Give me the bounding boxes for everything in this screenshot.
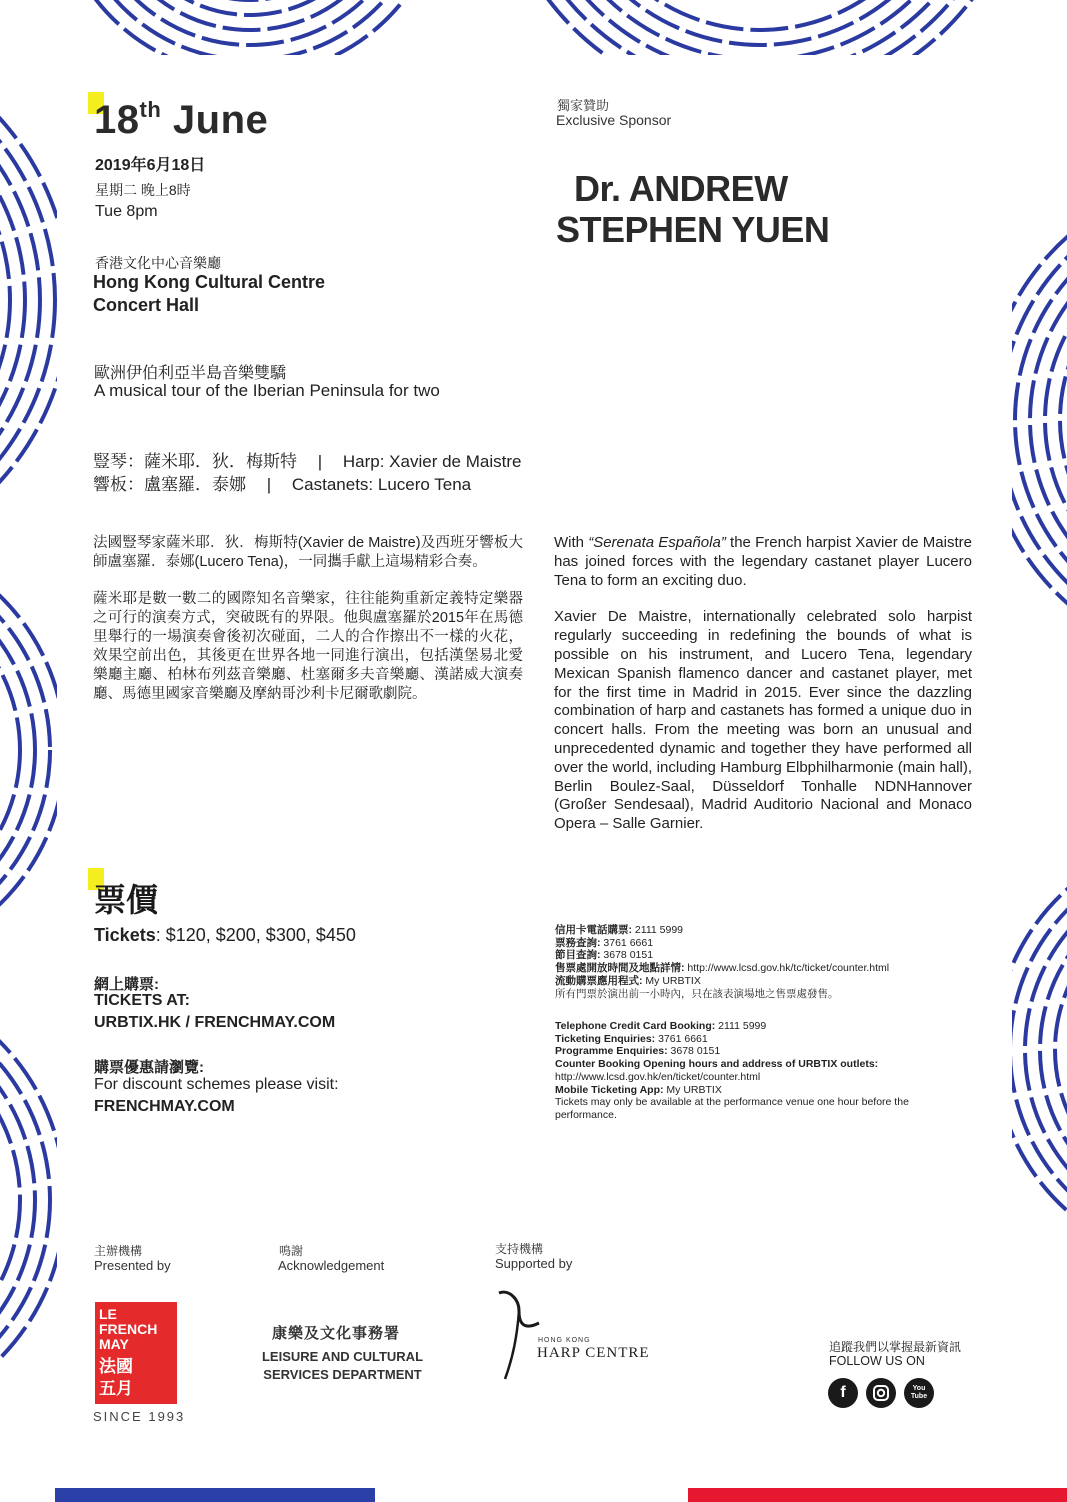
description-en <box>554 534 972 852</box>
description-zh-para-2: 薩米耶是數一數二的國際知名音樂家，往往能夠重新定義特定樂器之可行的演奏方式，突破既有的界限。他與盧塞羅於2015年在馬德里舉行的一場演奏會後初次碰面，二人的合作擦出不一樣的火花，效果空前出色，其後更在世界各地一同進行演出，包括漢堡易北愛樂廳主廳、柏林布列茲音樂廳、杜塞爾多夫音樂廳、漢諾威大演奏廳、馬德里國家音樂廳及摩納哥沙利卡尼爾歌劇院。 <box>93 591 523 702</box>
booking-en-line: Programme Enquiries: 3678 0151 <box>555 1045 721 1058</box>
booking-zh-line: 所有門票於演出前一小時內，只在該表演場地之售票處發售。 <box>555 987 839 1000</box>
venue-zh: 香港文化中心音樂廳 <box>95 255 221 271</box>
booking-en-line: Counter Booking Opening hours and address of URBTIX outlets: <box>555 1058 879 1071</box>
ticket-prices: Tickets: $120, $200, $300, $450 <box>94 925 356 945</box>
le-french-may-logo[interactable]: LE FRENCH MAY 法國 五月 <box>95 1302 177 1404</box>
tickets-heading-zh: 票價 <box>94 882 159 918</box>
online-booking-zh: 網上購票: <box>94 976 159 993</box>
social-icons <box>828 1378 934 1408</box>
booking-info-en <box>555 1020 909 1122</box>
performer-castanets-en: Castanets: Lucero Tena <box>291 475 472 494</box>
performer-castanets-zh: 響板：盧塞羅．泰娜 <box>93 475 246 494</box>
booking-zh-line: 售票處開放時間及地點詳情: http://www.lcsd.gov.hk/tc/ticket/counter.html <box>555 962 890 975</box>
venue-en-line-2: Concert Hall <box>93 295 200 315</box>
harp-centre-logo-mark <box>495 1287 545 1382</box>
booking-zh-line: 節目查詢: 3678 0151 <box>555 949 654 962</box>
subtitle-en: A musical tour of the Iberian Peninsula for two <box>94 381 440 400</box>
sponsor-name-line-2: STEPHEN YUEN <box>556 209 830 250</box>
presented-by-en: Presented by <box>94 1258 171 1273</box>
booking-en-line: Telephone Credit Card Booking: 2111 5999 <box>555 1020 767 1032</box>
follow-us-en: FOLLOW US ON <box>829 1354 925 1368</box>
booking-zh-line: 信用卡電話購票: 2111 5999 <box>555 924 683 936</box>
harp-centre-small: HONG KONG <box>538 1337 591 1344</box>
sponsor-label-en: Exclusive Sponsor <box>556 112 672 128</box>
youtube-icon[interactable]: You Tube <box>904 1378 934 1408</box>
separator: | <box>317 452 323 471</box>
sponsor-name-line-1: Dr. ANDREW <box>574 168 788 209</box>
date-title: 18th June <box>94 96 269 142</box>
discount-site-link[interactable]: FRENCHMAY.COM <box>94 1098 235 1115</box>
online-booking-sites[interactable]: URBTIX.HK / FRENCHMAY.COM <box>94 1014 336 1031</box>
sponsor-label-zh: 獨家贊助 <box>557 98 610 113</box>
acknowledgement-zh: 鳴謝 <box>279 1244 304 1258</box>
booking-en-line: Ticketing Enquiries: 3761 6661 <box>555 1032 708 1045</box>
booking-zh-line: 票務查詢: 3761 6661 <box>555 936 654 949</box>
facebook-icon[interactable]: f <box>828 1378 858 1408</box>
acknowledgement-en: Acknowledgement <box>278 1258 385 1273</box>
booking-zh-line: 流動購票應用程式: My URBTIX <box>555 974 701 987</box>
discount-zh: 購票優惠請瀏覽: <box>94 1059 204 1076</box>
description-zh <box>93 534 523 722</box>
supported-by-en: Supported by <box>495 1256 573 1271</box>
since-1993: SINCE 1993 <box>93 1409 186 1424</box>
subtitle-zh: 歐洲伊伯利亞半島音樂雙驕 <box>94 365 287 382</box>
description-zh-para-1: 法國豎琴家薩米耶．狄．梅斯特(Xavier de Maistre)及西班牙響板大師盧塞羅．泰娜(Lucero Tena)，一同攜手獻上這場精彩合奏。 <box>93 535 523 570</box>
bottom-bar-blue <box>55 1488 375 1502</box>
supported-by-zh: 支持機構 <box>495 1242 544 1256</box>
description-en-para-1: With “Serenata Española” the French harpist Xavier de Maistre has joined forces with the legendary castanet player Lucero Tena to form an exciting duo. <box>554 534 972 589</box>
follow-us-zh: 追蹤我們以掌握最新資訊 <box>829 1340 962 1354</box>
presented-by-zh: 主辦機構 <box>94 1244 143 1258</box>
description-en-para-2: Xavier De Maistre, internationally celebrated solo harpist regularly succeeding in redefining the bounds of what is possible on his instrument, and Lucero Tena, legendary Mexican Spanish flamenco dancer and castanet player, met for the first time in Madrid in 2015. Ever since the dazzling combination of harp and castanets has formed a unique duo in concert halls. From the meeting was born an unusual and unprecedented dynamic and together they have performed all over the world, including Hamburg Elbphilharmonie (main hall), Berlin Boulez-Saal, Düsseldorf Tonhalle NDNHannover (Großer Sendesaal), Madrid Auditorio Nacional and Monaco Opera – Salle Garnier. <box>554 608 972 833</box>
booking-en-line: Mobile Ticketing App: My URBTIX <box>555 1083 722 1096</box>
performer-harp-en: Harp: Xavier de Maistre <box>342 452 522 471</box>
discount-en: For discount schemes please visit: <box>94 1076 339 1093</box>
bottom-bar-red <box>688 1488 1067 1502</box>
separator: | <box>266 475 272 494</box>
lcsd-logo-zh[interactable]: 康樂及文化事務署 <box>272 1325 401 1342</box>
sponsor-name <box>556 168 829 250</box>
booking-en-line: performance. <box>555 1108 617 1121</box>
time-en: Tue 8pm <box>95 203 158 220</box>
performer-harp <box>93 447 521 472</box>
venue-en-line-1: Hong Kong Cultural Centre <box>93 272 325 292</box>
time-zh: 星期二 晚上8時 <box>95 182 191 198</box>
online-booking-en: TICKETS AT: <box>94 992 190 1009</box>
performer-castanets <box>93 470 471 495</box>
booking-en-line: http://www.lcsd.gov.hk/en/ticket/counter.html <box>555 1070 761 1083</box>
date-zh: 2019年6月18日 <box>95 157 206 174</box>
harp-centre-name[interactable]: HARP CENTRE <box>537 1345 650 1361</box>
lcsd-logo-en[interactable]: LEISURE AND CULTURAL SERVICES DEPARTMENT <box>261 1349 424 1382</box>
booking-en-line: Tickets may only be available at the performance venue one hour before the <box>555 1096 909 1109</box>
performer-harp-zh: 豎琴：薩米耶．狄．梅斯特 <box>93 452 297 471</box>
instagram-icon[interactable] <box>866 1378 896 1408</box>
booking-info-zh <box>555 924 889 1000</box>
